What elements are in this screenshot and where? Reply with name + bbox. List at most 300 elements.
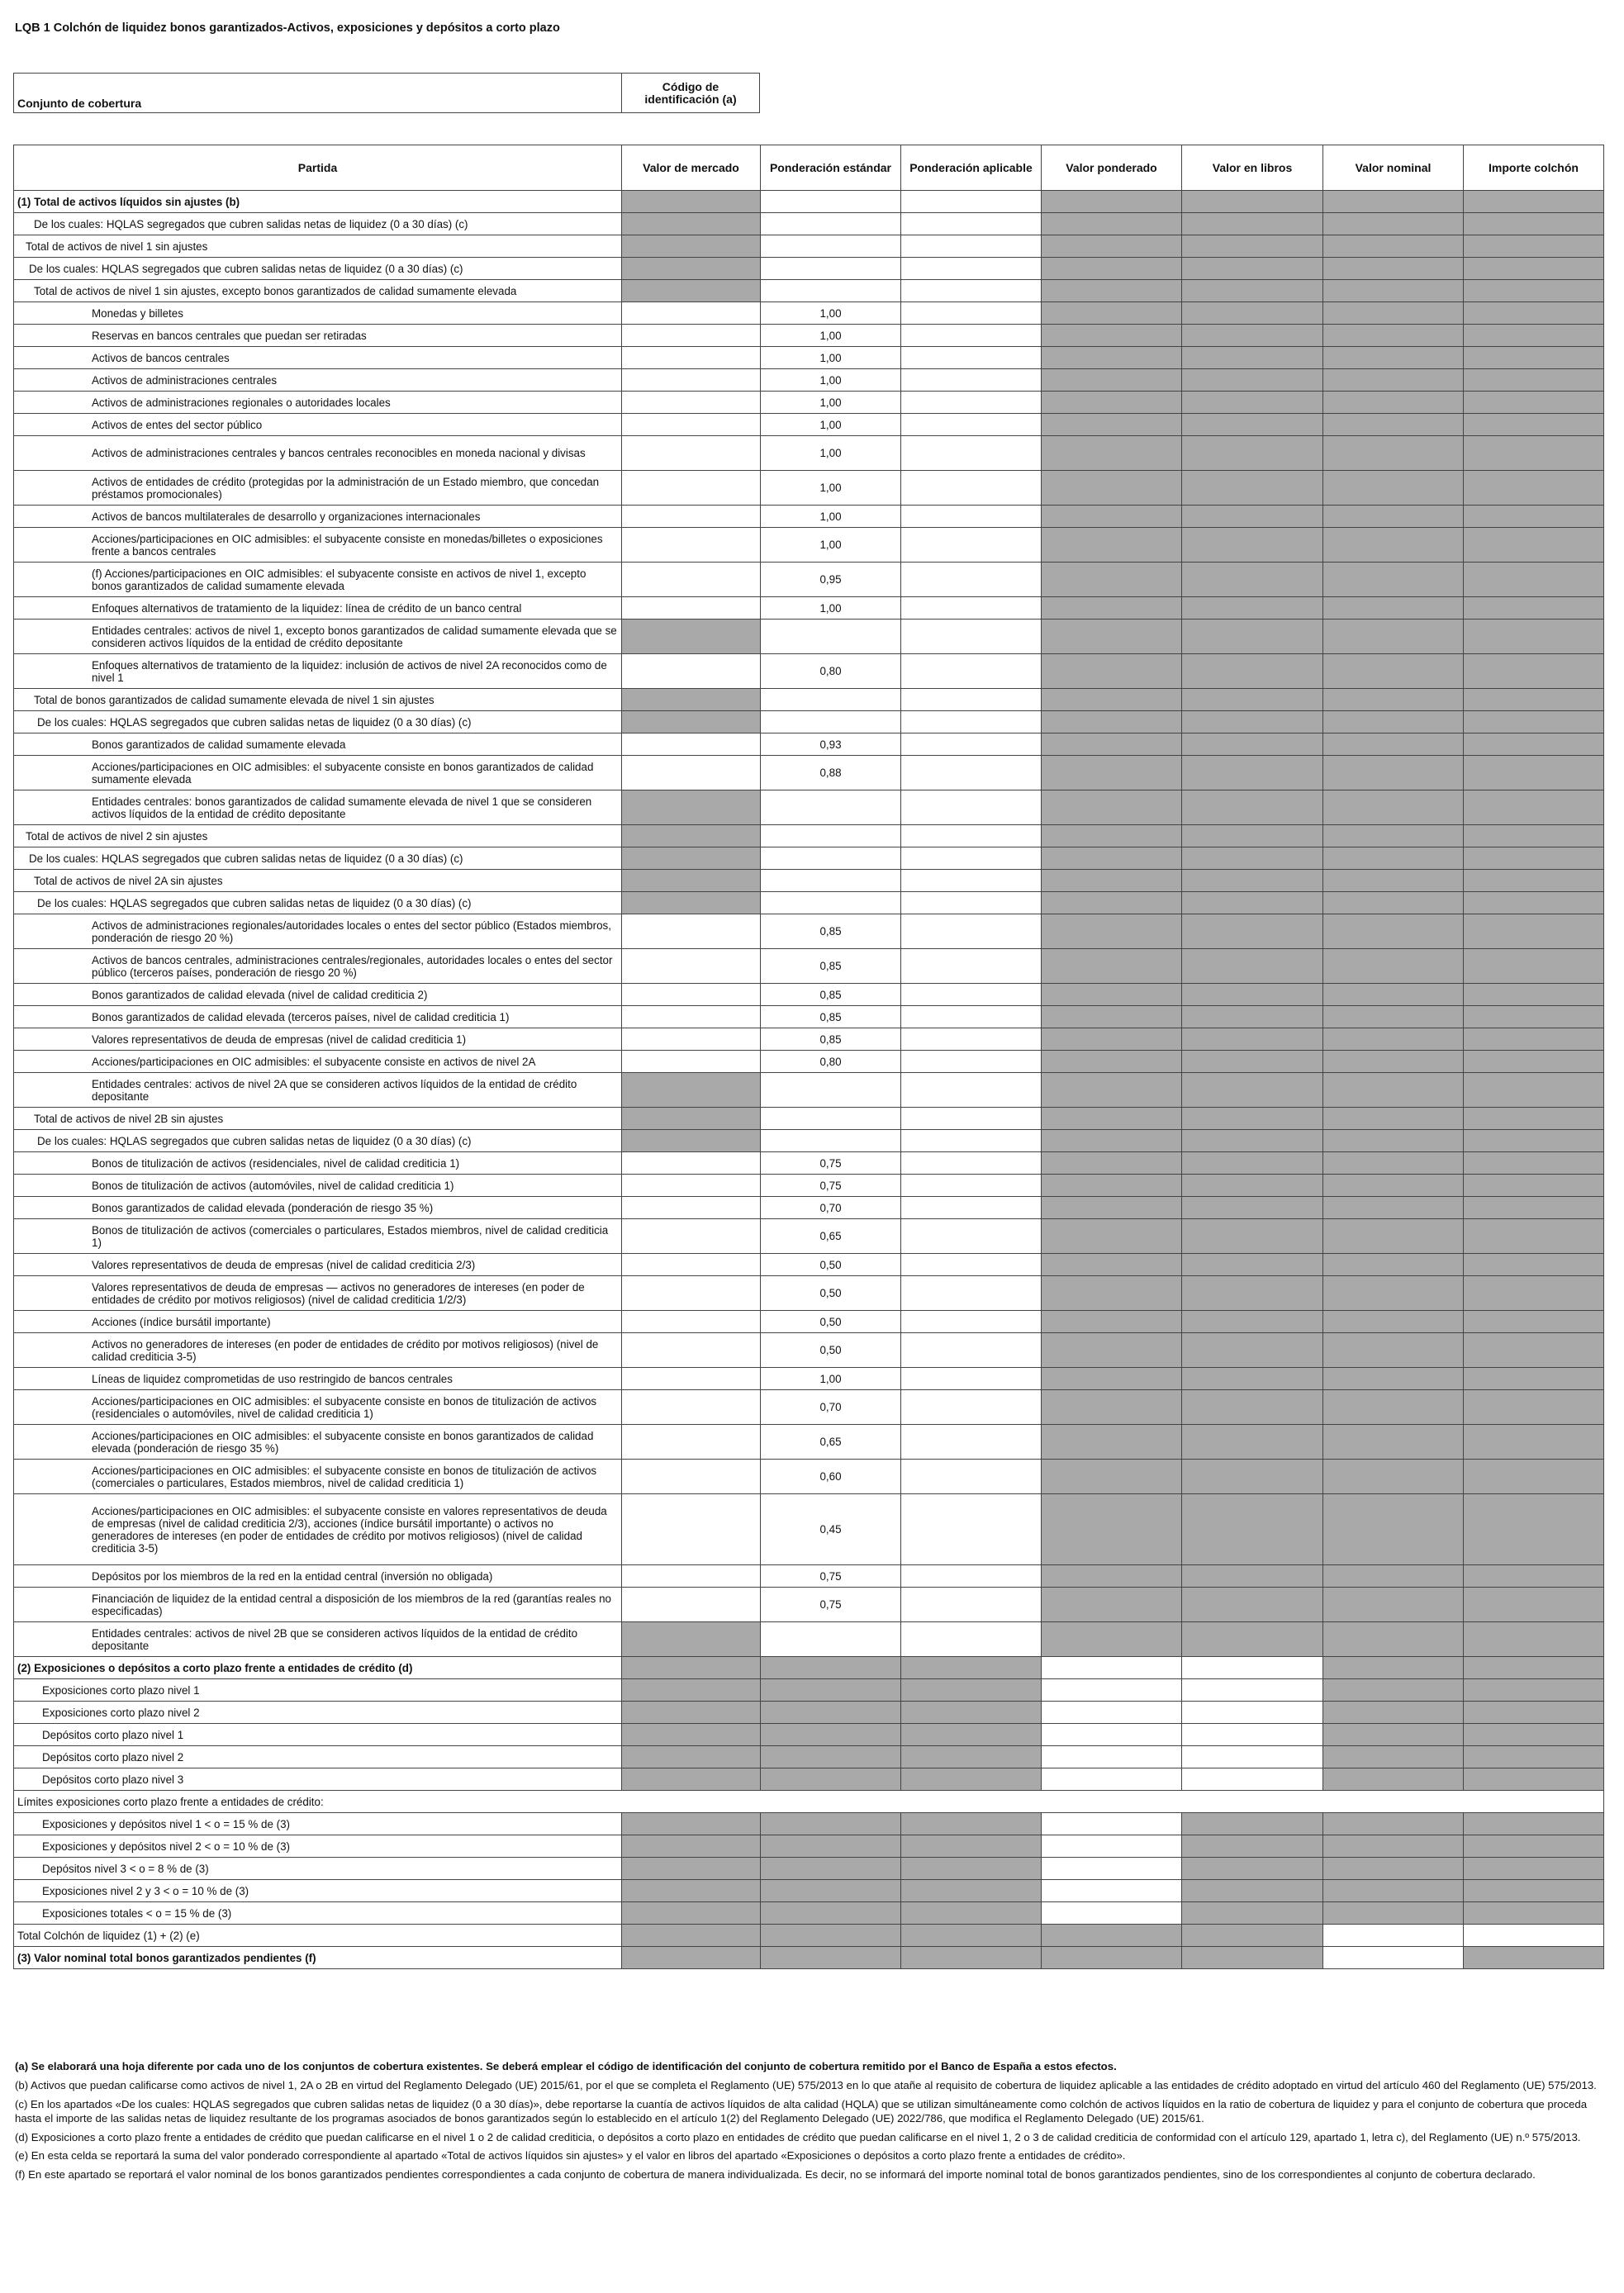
- cell-valor-ponderado: [1042, 790, 1182, 825]
- table-row: [14, 302, 1604, 325]
- table-row: [14, 790, 1604, 825]
- row-label: Activos de bancos centrales, administraciones centrales/regionales, autoridades locales o entes del sector público (terceros países, ponderación de riesgo 20 %): [14, 949, 622, 984]
- cell-ponderacion-aplicable: [901, 1657, 1042, 1679]
- cell-valor-mercado[interactable]: [622, 302, 761, 325]
- cell-valor-mercado[interactable]: [622, 1588, 761, 1622]
- cell-ponderacion-aplicable[interactable]: [901, 235, 1042, 258]
- row-label: Reservas en bancos centrales que puedan ser retiradas: [14, 325, 622, 347]
- cell-valor-mercado[interactable]: [622, 1494, 761, 1565]
- footnote-a: (a) Se elaborará una hoja diferente por cada uno de los conjuntos de cobertura existentes. Se deberá emplear el código de identificación del conjunto de cobertura remitido por el Banco de España a estos efectos.: [15, 2060, 1117, 2072]
- cell-valor-libros: [1182, 1925, 1323, 1947]
- cell-valor-libros[interactable]: [1182, 1768, 1323, 1791]
- cell-ponderacion-aplicable[interactable]: [901, 984, 1042, 1006]
- cell-valor-mercado[interactable]: [622, 984, 761, 1006]
- cell-valor-mercado[interactable]: [622, 756, 761, 790]
- cell-valor-mercado[interactable]: [622, 1175, 761, 1197]
- cell-valor-libros: [1182, 711, 1323, 733]
- header-valor-mercado: Valor de mercado: [622, 145, 761, 191]
- cell-ponderacion-aplicable[interactable]: [901, 1006, 1042, 1028]
- cell-ponderacion-estandar[interactable]: [761, 280, 901, 302]
- cell-ponderacion-aplicable[interactable]: [901, 870, 1042, 892]
- cell-valor-mercado: [622, 1622, 761, 1657]
- header-ponderacion-aplicable: Ponderación aplicable: [901, 145, 1042, 191]
- cell-ponderacion-estandar[interactable]: [761, 213, 901, 235]
- cell-valor-nominal: [1323, 436, 1464, 471]
- cell-ponderacion-aplicable[interactable]: [901, 302, 1042, 325]
- cell-ponderacion-aplicable[interactable]: [901, 847, 1042, 870]
- cell-ponderacion-aplicable[interactable]: [901, 711, 1042, 733]
- row-label: Total de activos de nivel 2B sin ajustes: [14, 1108, 622, 1130]
- row-label: Entidades centrales: activos de nivel 1, excepto bonos garantizados de calidad sumamente elevada que se consideren activos líquidos de la entidad de crédito depositante: [14, 620, 622, 654]
- cell-valor-libros: [1182, 870, 1323, 892]
- cell-importe-colchon: [1464, 689, 1604, 711]
- cell-ponderacion-estandar[interactable]: 0,75: [761, 1588, 901, 1622]
- cell-valor-ponderado: [1042, 347, 1182, 369]
- cell-valor-ponderado[interactable]: [1042, 1768, 1182, 1791]
- cell-ponderacion-aplicable[interactable]: [901, 790, 1042, 825]
- cell-valor-ponderado: [1042, 506, 1182, 528]
- cell-valor-libros: [1182, 914, 1323, 949]
- cell-valor-mercado[interactable]: [622, 392, 761, 414]
- row-label: Monedas y billetes: [14, 302, 622, 325]
- cell-valor-mercado[interactable]: [622, 1333, 761, 1368]
- cell-ponderacion-aplicable[interactable]: [901, 506, 1042, 528]
- table-row: [14, 870, 1604, 892]
- cell-valor-libros: [1182, 1622, 1323, 1657]
- row-label: Activos de administraciones regionales o autoridades locales: [14, 392, 622, 414]
- cell-ponderacion-estandar[interactable]: 0,50: [761, 1254, 901, 1276]
- cell-ponderacion-estandar[interactable]: [761, 825, 901, 847]
- cell-ponderacion-estandar[interactable]: 1,00: [761, 347, 901, 369]
- cell-ponderacion-aplicable[interactable]: [901, 1494, 1042, 1565]
- cell-ponderacion-estandar[interactable]: 0,70: [761, 1390, 901, 1425]
- cell-valor-mercado: [622, 1746, 761, 1768]
- cell-ponderacion-aplicable[interactable]: [901, 325, 1042, 347]
- table-header-row: [14, 145, 1604, 191]
- table-row: [14, 1657, 1604, 1679]
- table-row: [14, 733, 1604, 756]
- cell-valor-mercado[interactable]: [622, 471, 761, 506]
- cell-valor-ponderado[interactable]: [1042, 1679, 1182, 1702]
- cell-ponderacion-estandar[interactable]: 0,65: [761, 1425, 901, 1460]
- cell-valor-nominal: [1323, 392, 1464, 414]
- cell-valor-nominal: [1323, 949, 1464, 984]
- cell-ponderacion-aplicable[interactable]: [901, 1311, 1042, 1333]
- cell-valor-mercado[interactable]: [622, 563, 761, 597]
- cell-ponderacion-estandar[interactable]: 0,85: [761, 1006, 901, 1028]
- cell-valor-nominal: [1323, 620, 1464, 654]
- cell-ponderacion-aplicable[interactable]: [901, 825, 1042, 847]
- cell-ponderacion-aplicable[interactable]: [901, 1460, 1042, 1494]
- cell-ponderacion-estandar[interactable]: 1,00: [761, 414, 901, 436]
- cell-ponderacion-estandar[interactable]: 1,00: [761, 528, 901, 563]
- cell-ponderacion-aplicable[interactable]: [901, 1219, 1042, 1254]
- cell-ponderacion-estandar[interactable]: 0,95: [761, 563, 901, 597]
- cell-ponderacion-aplicable[interactable]: [901, 1565, 1042, 1588]
- cell-valor-libros: [1182, 847, 1323, 870]
- cell-valor-mercado[interactable]: [622, 1425, 761, 1460]
- cell-importe-colchon: [1464, 235, 1604, 258]
- cell-valor-mercado: [622, 1130, 761, 1152]
- cell-ponderacion-estandar[interactable]: [761, 892, 901, 914]
- cell-valor-mercado[interactable]: [622, 1219, 761, 1254]
- cell-valor-nominal: [1323, 1494, 1464, 1565]
- cell-ponderacion-aplicable[interactable]: [901, 191, 1042, 213]
- row-label: Límites exposiciones corto plazo frente a entidades de crédito:: [14, 1791, 1604, 1813]
- cell-ponderacion-aplicable[interactable]: [901, 1175, 1042, 1197]
- cell-ponderacion-estandar[interactable]: 0,50: [761, 1333, 901, 1368]
- cell-valor-ponderado[interactable]: [1042, 1902, 1182, 1925]
- table-row: [14, 1768, 1604, 1791]
- cell-ponderacion-aplicable[interactable]: [901, 1622, 1042, 1657]
- table-row: [14, 1813, 1604, 1835]
- cell-valor-mercado[interactable]: [622, 1565, 761, 1588]
- cell-valor-mercado: [622, 620, 761, 654]
- cell-valor-mercado[interactable]: [622, 1368, 761, 1390]
- cell-ponderacion-aplicable: [901, 1768, 1042, 1791]
- cell-valor-ponderado[interactable]: [1042, 1724, 1182, 1746]
- cell-ponderacion-aplicable[interactable]: [901, 280, 1042, 302]
- cell-valor-mercado: [622, 1679, 761, 1702]
- row-label: Total de activos de nivel 1 sin ajustes: [14, 235, 622, 258]
- cell-valor-nominal[interactable]: [1323, 1947, 1464, 1969]
- cell-ponderacion-aplicable[interactable]: [901, 1152, 1042, 1175]
- cell-valor-ponderado: [1042, 949, 1182, 984]
- cell-ponderacion-estandar[interactable]: 0,75: [761, 1565, 901, 1588]
- table-row: [14, 1254, 1604, 1276]
- cell-ponderacion-aplicable[interactable]: [901, 1276, 1042, 1311]
- cell-valor-libros: [1182, 1835, 1323, 1858]
- cell-ponderacion-estandar[interactable]: 0,80: [761, 654, 901, 689]
- cell-valor-nominal: [1323, 347, 1464, 369]
- cell-ponderacion-aplicable[interactable]: [901, 1390, 1042, 1425]
- cell-valor-ponderado[interactable]: [1042, 1702, 1182, 1724]
- cell-valor-mercado[interactable]: [622, 506, 761, 528]
- row-label: Total de bonos garantizados de calidad sumamente elevada de nivel 1 sin ajustes: [14, 689, 622, 711]
- cell-ponderacion-aplicable[interactable]: [901, 620, 1042, 654]
- cell-ponderacion-aplicable[interactable]: [901, 436, 1042, 471]
- row-label: (f) Acciones/participaciones en OIC admisibles: el subyacente consiste en activos de nivel 1, excepto bonos garantizados de calidad sumamente elevada: [14, 563, 622, 597]
- cell-ponderacion-estandar[interactable]: [761, 711, 901, 733]
- cell-valor-mercado[interactable]: [622, 1390, 761, 1425]
- cell-valor-mercado[interactable]: [622, 1006, 761, 1028]
- cell-valor-mercado[interactable]: [622, 436, 761, 471]
- row-label: Bonos de titulización de activos (comerciales o particulares, Estados miembros, nivel de calidad crediticia 1): [14, 1219, 622, 1254]
- cell-ponderacion-aplicable[interactable]: [901, 892, 1042, 914]
- cell-ponderacion-aplicable[interactable]: [901, 347, 1042, 369]
- table-row: [14, 1947, 1604, 1969]
- cell-importe-colchon: [1464, 1588, 1604, 1622]
- cell-ponderacion-aplicable[interactable]: [901, 471, 1042, 506]
- cell-ponderacion-estandar[interactable]: 0,45: [761, 1494, 901, 1565]
- cell-ponderacion-estandar[interactable]: 0,50: [761, 1276, 901, 1311]
- row-label: Enfoques alternativos de tratamiento de la liquidez: inclusión de activos de nivel 2A reconocidos como de nivel 1: [14, 654, 622, 689]
- cell-ponderacion-estandar[interactable]: 1,00: [761, 597, 901, 620]
- table-row: [14, 1219, 1604, 1254]
- cell-ponderacion-aplicable[interactable]: [901, 1130, 1042, 1152]
- cell-valor-ponderado: [1042, 892, 1182, 914]
- cell-ponderacion-estandar[interactable]: [761, 870, 901, 892]
- cell-valor-nominal: [1323, 1276, 1464, 1311]
- cell-valor-libros[interactable]: [1182, 1702, 1323, 1724]
- cell-ponderacion-estandar[interactable]: 1,00: [761, 436, 901, 471]
- row-label: Entidades centrales: bonos garantizados de calidad sumamente elevada de nivel 1 que se consideren activos líquidos de la entidad de crédito depositante: [14, 790, 622, 825]
- cell-valor-ponderado: [1042, 213, 1182, 235]
- cell-ponderacion-estandar: [761, 1925, 901, 1947]
- cell-ponderacion-estandar[interactable]: 1,00: [761, 392, 901, 414]
- table-row: [14, 436, 1604, 471]
- row-label: Activos de bancos multilaterales de desarrollo y organizaciones internacionales: [14, 506, 622, 528]
- table-row: [14, 1791, 1604, 1813]
- cell-ponderacion-estandar[interactable]: 1,00: [761, 369, 901, 392]
- row-label: Valores representativos de deuda de empresas (nivel de calidad crediticia 1): [14, 1028, 622, 1051]
- cell-valor-nominal: [1323, 1565, 1464, 1588]
- cell-ponderacion-aplicable[interactable]: [901, 914, 1042, 949]
- cell-ponderacion-estandar[interactable]: 1,00: [761, 471, 901, 506]
- cell-valor-mercado[interactable]: [622, 914, 761, 949]
- cell-ponderacion-aplicable[interactable]: [901, 1588, 1042, 1622]
- table-row: [14, 392, 1604, 414]
- cell-valor-nominal: [1323, 654, 1464, 689]
- row-label: Activos de administraciones centrales: [14, 369, 622, 392]
- table-row: [14, 1565, 1604, 1588]
- cell-ponderacion-estandar[interactable]: 0,85: [761, 914, 901, 949]
- cell-valor-nominal: [1323, 1702, 1464, 1724]
- cell-valor-nominal: [1323, 563, 1464, 597]
- cell-valor-mercado[interactable]: [622, 1051, 761, 1073]
- cell-ponderacion-aplicable[interactable]: [901, 949, 1042, 984]
- cell-ponderacion-aplicable[interactable]: [901, 1073, 1042, 1108]
- cell-valor-mercado[interactable]: [622, 1311, 761, 1333]
- cell-valor-nominal: [1323, 1460, 1464, 1494]
- cell-ponderacion-aplicable[interactable]: [901, 213, 1042, 235]
- cell-ponderacion-estandar[interactable]: [761, 1130, 901, 1152]
- cell-ponderacion-aplicable[interactable]: [901, 1425, 1042, 1460]
- cell-valor-mercado[interactable]: [622, 654, 761, 689]
- cell-valor-ponderado: [1042, 563, 1182, 597]
- cell-valor-mercado[interactable]: [622, 1028, 761, 1051]
- coverage-set-id-table: [13, 73, 760, 113]
- cell-valor-libros: [1182, 528, 1323, 563]
- cell-importe-colchon: [1464, 1460, 1604, 1494]
- table-row: [14, 847, 1604, 870]
- cell-ponderacion-aplicable[interactable]: [901, 756, 1042, 790]
- cell-valor-ponderado: [1042, 620, 1182, 654]
- cell-valor-libros: [1182, 1333, 1323, 1368]
- cell-valor-ponderado: [1042, 1390, 1182, 1425]
- cell-valor-mercado[interactable]: [622, 1460, 761, 1494]
- table-row: [14, 1197, 1604, 1219]
- row-label: Total de activos de nivel 2A sin ajustes: [14, 870, 622, 892]
- cell-ponderacion-estandar[interactable]: [761, 235, 901, 258]
- cell-valor-libros: [1182, 191, 1323, 213]
- cell-valor-nominal: [1323, 1333, 1464, 1368]
- cell-ponderacion-estandar[interactable]: [761, 1073, 901, 1108]
- cell-valor-ponderado[interactable]: [1042, 1835, 1182, 1858]
- cell-valor-libros[interactable]: [1182, 1746, 1323, 1768]
- cell-valor-mercado: [622, 213, 761, 235]
- cell-valor-nominal: [1323, 847, 1464, 870]
- row-label: Exposiciones y depósitos nivel 2 < o = 10 % de (3): [14, 1835, 622, 1858]
- cell-ponderacion-estandar[interactable]: 0,50: [761, 1311, 901, 1333]
- cell-valor-mercado[interactable]: [622, 528, 761, 563]
- cell-ponderacion-estandar[interactable]: 0,93: [761, 733, 901, 756]
- cell-importe-colchon: [1464, 1368, 1604, 1390]
- cell-valor-nominal: [1323, 528, 1464, 563]
- cell-valor-libros: [1182, 1565, 1323, 1588]
- cell-ponderacion-estandar[interactable]: [761, 790, 901, 825]
- cell-valor-libros: [1182, 1197, 1323, 1219]
- cell-valor-libros: [1182, 689, 1323, 711]
- cell-ponderacion-estandar[interactable]: 0,70: [761, 1197, 901, 1219]
- cell-ponderacion-estandar[interactable]: [761, 1622, 901, 1657]
- cell-valor-mercado[interactable]: [622, 1254, 761, 1276]
- cell-ponderacion-estandar[interactable]: [761, 191, 901, 213]
- cell-valor-libros[interactable]: [1182, 1679, 1323, 1702]
- cell-valor-mercado[interactable]: [622, 414, 761, 436]
- cell-ponderacion-estandar[interactable]: [761, 847, 901, 870]
- table-row: [14, 892, 1604, 914]
- cell-ponderacion-aplicable: [901, 1702, 1042, 1724]
- cell-valor-mercado[interactable]: [622, 733, 761, 756]
- cell-ponderacion-aplicable[interactable]: [901, 258, 1042, 280]
- cell-valor-ponderado[interactable]: [1042, 1813, 1182, 1835]
- table-row: [14, 1276, 1604, 1311]
- cell-ponderacion-estandar[interactable]: 1,00: [761, 506, 901, 528]
- cell-valor-ponderado[interactable]: [1042, 1657, 1182, 1679]
- cell-ponderacion-estandar[interactable]: 0,75: [761, 1175, 901, 1197]
- cell-valor-ponderado[interactable]: [1042, 1746, 1182, 1768]
- cell-valor-libros: [1182, 1425, 1323, 1460]
- cell-valor-ponderado: [1042, 733, 1182, 756]
- cell-ponderacion-aplicable[interactable]: [901, 654, 1042, 689]
- cell-valor-mercado[interactable]: [622, 1152, 761, 1175]
- cell-valor-mercado[interactable]: [622, 1197, 761, 1219]
- cell-ponderacion-estandar[interactable]: 0,75: [761, 1152, 901, 1175]
- cell-valor-nominal: [1323, 1130, 1464, 1152]
- cell-valor-mercado[interactable]: [622, 597, 761, 620]
- cell-importe-colchon: [1464, 436, 1604, 471]
- cell-ponderacion-aplicable[interactable]: [901, 1051, 1042, 1073]
- cell-valor-ponderado: [1042, 1311, 1182, 1333]
- cell-ponderacion-estandar: [761, 1724, 901, 1746]
- cell-valor-nominal: [1323, 506, 1464, 528]
- cell-valor-nominal: [1323, 280, 1464, 302]
- cell-valor-libros: [1182, 1219, 1323, 1254]
- table-row: [14, 597, 1604, 620]
- table-row: [14, 258, 1604, 280]
- cell-valor-ponderado: [1042, 654, 1182, 689]
- table-row: [14, 1494, 1604, 1565]
- cell-importe-colchon: [1464, 711, 1604, 733]
- cell-ponderacion-estandar[interactable]: 1,00: [761, 302, 901, 325]
- cell-ponderacion-aplicable[interactable]: [901, 1197, 1042, 1219]
- cell-valor-ponderado[interactable]: [1042, 1858, 1182, 1880]
- cell-ponderacion-aplicable[interactable]: [901, 563, 1042, 597]
- cell-valor-libros[interactable]: [1182, 1724, 1323, 1746]
- cell-ponderacion-estandar[interactable]: 0,60: [761, 1460, 901, 1494]
- cell-ponderacion-estandar[interactable]: 1,00: [761, 325, 901, 347]
- cell-valor-mercado: [622, 1925, 761, 1947]
- cell-importe-colchon: [1464, 1622, 1604, 1657]
- row-label: Activos no generadores de intereses (en poder de entidades de crédito por motivos religiosos) (nivel de calidad crediticia 3-5): [14, 1333, 622, 1368]
- cell-valor-mercado: [622, 1902, 761, 1925]
- cell-ponderacion-aplicable[interactable]: [901, 1333, 1042, 1368]
- cell-valor-ponderado: [1042, 1006, 1182, 1028]
- cell-importe-colchon: [1464, 414, 1604, 436]
- cell-valor-libros: [1182, 825, 1323, 847]
- cell-importe-colchon: [1464, 1152, 1604, 1175]
- cell-valor-ponderado: [1042, 1925, 1182, 1947]
- cell-ponderacion-aplicable[interactable]: [901, 369, 1042, 392]
- cell-ponderacion-estandar[interactable]: 0,65: [761, 1219, 901, 1254]
- cell-ponderacion-estandar[interactable]: [761, 620, 901, 654]
- cell-valor-mercado[interactable]: [622, 1276, 761, 1311]
- cell-ponderacion-estandar[interactable]: 1,00: [761, 1368, 901, 1390]
- table-row: [14, 414, 1604, 436]
- cell-valor-mercado[interactable]: [622, 325, 761, 347]
- cell-ponderacion-aplicable[interactable]: [901, 1108, 1042, 1130]
- cell-valor-nominal: [1323, 1051, 1464, 1073]
- cell-importe-colchon: [1464, 870, 1604, 892]
- row-label: Acciones/participaciones en OIC admisibles: el subyacente consiste en valores representativos de deuda de empresas (nivel de calidad crediticia 2/3), acciones (índice bursátil importante) o activos no generadores de intereses (en poder de entidades de crédito por motivos religiosos) (nivel de calidad crediticia 3-5): [14, 1494, 622, 1565]
- cell-ponderacion-aplicable[interactable]: [901, 689, 1042, 711]
- cell-valor-nominal[interactable]: [1323, 1925, 1464, 1947]
- cell-valor-mercado[interactable]: [622, 347, 761, 369]
- cell-valor-libros: [1182, 1368, 1323, 1390]
- cell-valor-libros: [1182, 733, 1323, 756]
- cell-importe-colchon: [1464, 563, 1604, 597]
- cell-valor-libros[interactable]: [1182, 1657, 1323, 1679]
- coverage-set-label: Conjunto de cobertura: [14, 74, 622, 113]
- cell-valor-ponderado: [1042, 1130, 1182, 1152]
- cell-ponderacion-aplicable[interactable]: [901, 414, 1042, 436]
- cell-valor-ponderado: [1042, 414, 1182, 436]
- cell-importe-colchon: [1464, 506, 1604, 528]
- cell-ponderacion-aplicable[interactable]: [901, 1254, 1042, 1276]
- cell-ponderacion-estandar[interactable]: [761, 258, 901, 280]
- cell-ponderacion-estandar[interactable]: 0,80: [761, 1051, 901, 1073]
- row-label: (1) Total de activos líquidos sin ajustes (b): [14, 191, 622, 213]
- cell-ponderacion-aplicable[interactable]: [901, 1028, 1042, 1051]
- cell-ponderacion-estandar[interactable]: 0,85: [761, 984, 901, 1006]
- table-row: [14, 949, 1604, 984]
- cell-ponderacion-aplicable[interactable]: [901, 597, 1042, 620]
- cell-valor-ponderado[interactable]: [1042, 1880, 1182, 1902]
- cell-importe-colchon: [1464, 1333, 1604, 1368]
- cell-ponderacion-aplicable[interactable]: [901, 1368, 1042, 1390]
- cell-ponderacion-estandar[interactable]: 0,85: [761, 949, 901, 984]
- cell-valor-mercado: [622, 825, 761, 847]
- row-label: Líneas de liquidez comprometidas de uso restringido de bancos centrales: [14, 1368, 622, 1390]
- cell-ponderacion-estandar[interactable]: [761, 689, 901, 711]
- cell-ponderacion-estandar[interactable]: 0,85: [761, 1028, 901, 1051]
- cell-ponderacion-aplicable[interactable]: [901, 733, 1042, 756]
- row-label: Entidades centrales: activos de nivel 2A que se consideren activos líquidos de la entidad de crédito depositante: [14, 1073, 622, 1108]
- cell-valor-mercado[interactable]: [622, 949, 761, 984]
- cell-ponderacion-aplicable[interactable]: [901, 528, 1042, 563]
- cell-valor-ponderado: [1042, 471, 1182, 506]
- cell-ponderacion-estandar[interactable]: [761, 1108, 901, 1130]
- table-row: [14, 1880, 1604, 1902]
- cell-valor-libros: [1182, 471, 1323, 506]
- cell-importe-colchon[interactable]: [1464, 1925, 1604, 1947]
- cell-ponderacion-aplicable[interactable]: [901, 392, 1042, 414]
- table-row: [14, 1724, 1604, 1746]
- cell-valor-ponderado: [1042, 258, 1182, 280]
- cell-valor-mercado[interactable]: [622, 369, 761, 392]
- cell-ponderacion-estandar[interactable]: 0,88: [761, 756, 901, 790]
